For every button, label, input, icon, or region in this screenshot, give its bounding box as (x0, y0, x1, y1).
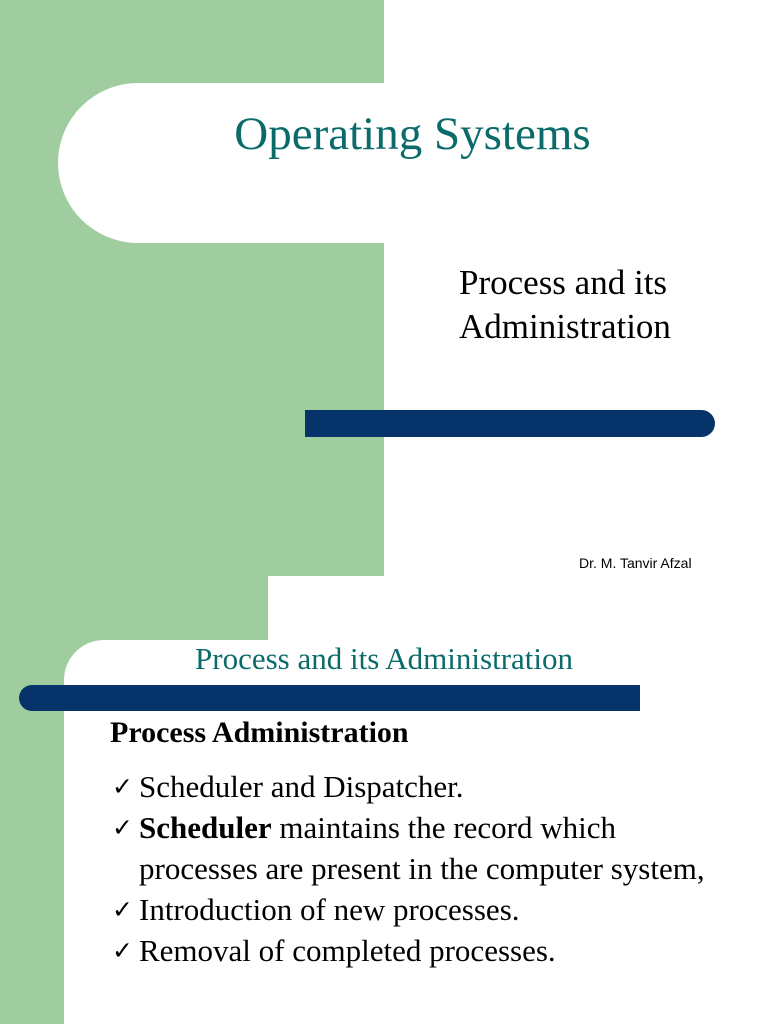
section-heading: Process Administration (110, 716, 409, 749)
author-name: Dr. M. Tanvir Afzal (579, 555, 692, 571)
bullet-list (112, 766, 712, 971)
bullet-item (112, 889, 712, 930)
bullet-item (112, 766, 712, 807)
subtitle-line-2: Administration (459, 307, 671, 346)
bullet-text: Introduction of new processes. (139, 892, 520, 927)
bullet-bold-term: Scheduler (139, 810, 272, 845)
presentation-title: Operating Systems (234, 108, 591, 160)
bullet-item (112, 930, 712, 971)
slide-title: Process and its Administration (195, 641, 574, 676)
bullet-text: maintains the record which processes are present in the computer system, (139, 810, 705, 886)
bullet-item (112, 807, 712, 889)
presentation-subtitle (459, 261, 671, 349)
bullet-text: Removal of completed processes. (139, 933, 556, 968)
checkmark-icon: ✓ (112, 936, 133, 965)
checkmark-icon: ✓ (112, 772, 133, 801)
checkmark-icon: ✓ (112, 813, 133, 842)
title-underline-bar (19, 685, 640, 711)
slide-process-administration (0, 576, 768, 1024)
checkmark-icon: ✓ (112, 895, 133, 924)
divider-bar (305, 410, 715, 437)
bullet-text: Scheduler and Dispatcher. (139, 769, 464, 804)
subtitle-line-1: Process and its (459, 263, 668, 302)
